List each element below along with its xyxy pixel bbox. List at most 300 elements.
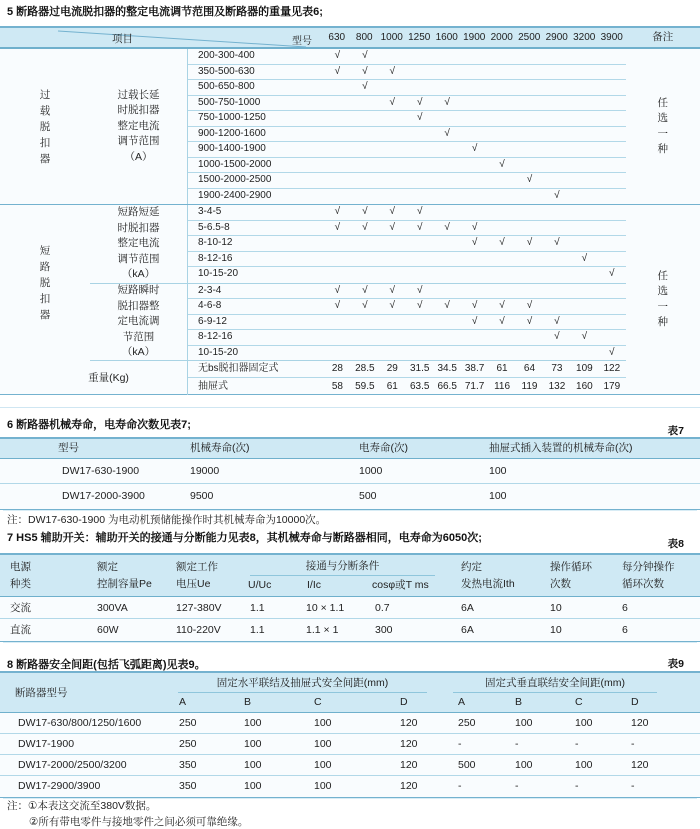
check-cell (571, 189, 598, 205)
check-cell (598, 173, 625, 188)
table-cell: 交流 (10, 602, 31, 614)
check-cell (406, 173, 433, 188)
check-cell (433, 284, 460, 299)
short-circuit-subgroups (90, 205, 626, 360)
check-cell (351, 330, 378, 345)
check-cell: √ (554, 189, 560, 201)
check-cell: √ (526, 315, 533, 327)
header-line: 额定 (97, 560, 118, 573)
table-cell: 300VA (97, 602, 128, 614)
footnote-2: ②所有带电零件与接地零件之间必须可靠绝缘。 (29, 816, 249, 828)
frame-column-header: 2000 (490, 32, 513, 43)
short-delay-subgroup (90, 205, 626, 283)
check-cell (571, 284, 598, 299)
column-header: A (179, 696, 187, 708)
check-cell: √ (444, 96, 450, 108)
weight-value: 64 (523, 363, 536, 374)
check-cell: √ (362, 206, 368, 217)
thermal-current-header (445, 555, 540, 596)
check-cell (488, 189, 515, 205)
check-cell (598, 49, 625, 64)
table-cell: 120 (400, 717, 418, 729)
check-cell: √ (499, 315, 505, 327)
setting-range: 1500-2000-2500 (198, 174, 272, 185)
diagonal-divider (0, 28, 323, 49)
check-cell (324, 189, 351, 205)
check-cell: √ (471, 237, 478, 248)
check-cell: √ (334, 284, 341, 296)
table-cell: 350 (179, 780, 197, 792)
make-break-conditions-header (240, 555, 445, 596)
weight-value: 29 (386, 363, 398, 374)
table-cell: - (631, 738, 635, 750)
sub-label-line: 调节范围 (117, 135, 160, 148)
check-cell (543, 252, 570, 267)
weight-value: 34.5 (437, 363, 457, 374)
overload-remark (626, 49, 700, 204)
header-line: 操作循环 (550, 560, 592, 573)
check-cell: √ (581, 331, 588, 342)
check-cell (488, 252, 515, 267)
check-cell (433, 111, 460, 126)
check-cell: √ (416, 112, 423, 123)
table-cell: 1.1 (250, 624, 265, 636)
model-row (188, 284, 626, 300)
check-cell (598, 330, 625, 345)
table-cell: 6 (622, 602, 628, 614)
model-row (188, 330, 626, 346)
table-cell: 500 (359, 490, 377, 502)
table-row (0, 619, 700, 641)
footnote-1: 注：①本表这交流至380V数据。 (7, 800, 157, 812)
table-cell: - (575, 738, 579, 750)
section-7-title: 7 HS5 辅助开关：辅助开关的接通与分断能力见表8，其机械寿命与断路器相同，电寿命为6050次; (7, 532, 482, 544)
remark-header: 备注 (652, 31, 674, 43)
check-cell (324, 142, 351, 157)
column-header: B (244, 696, 252, 708)
check-cell: √ (416, 206, 423, 217)
table-cell: 250 (179, 717, 197, 729)
check-cell (461, 173, 488, 188)
header-line: 次数 (550, 577, 571, 590)
check-cell (379, 315, 406, 330)
weight-value: 63.5 (410, 380, 430, 392)
table-cell: 100 (244, 759, 262, 771)
table-cell: 250 (458, 717, 476, 729)
model-row (188, 96, 626, 112)
check-cell (461, 330, 488, 345)
table-row (0, 459, 700, 484)
weight-row (188, 378, 626, 396)
weight-rows (187, 360, 626, 395)
remark-char: 任 (657, 269, 668, 282)
check-cell (351, 96, 378, 111)
aux-switch-header (0, 555, 700, 597)
frame-column-header: 2900 (545, 32, 568, 43)
check-cell (571, 173, 598, 188)
check-cell (324, 173, 351, 188)
breaker-model: DW17-1900 (18, 738, 75, 750)
check-cell (406, 127, 433, 142)
safety-clearance-table (0, 671, 700, 798)
check-cell: √ (362, 221, 368, 233)
check-cell: √ (362, 284, 368, 296)
check-cell (379, 236, 406, 251)
short-delay-sub-label (90, 205, 187, 283)
check-cell (461, 267, 488, 283)
check-cell (543, 96, 570, 111)
column-header: A (458, 696, 466, 708)
setting-range: 8-12-16 (198, 252, 233, 264)
check-cell: √ (609, 268, 615, 279)
weight-value: 179 (603, 380, 621, 392)
model-row (188, 65, 626, 81)
sub-label-line: 节范围 (122, 330, 155, 343)
header-line: 控制容量Pe (97, 577, 152, 590)
check-cell: √ (389, 300, 396, 311)
remark-char: 选 (657, 112, 668, 124)
setting-range: 500-750-1000 (198, 96, 261, 108)
overload-rows (187, 49, 626, 204)
column-header: D (400, 696, 408, 708)
table-cell: 60W (97, 624, 119, 636)
operation-cycles-header (540, 555, 610, 596)
remark-char: 一 (657, 127, 668, 140)
check-cell (406, 80, 433, 95)
table6-header-row (0, 28, 700, 49)
model-row (188, 189, 626, 205)
check-cell (488, 330, 515, 345)
condition-sub-headers (240, 576, 445, 594)
check-cell: √ (416, 284, 423, 296)
weight-value: 122 (603, 363, 621, 374)
check-cell (571, 315, 598, 330)
abcd-headers (440, 693, 670, 712)
check-cell (488, 346, 515, 362)
table-cell: 100 (489, 490, 507, 502)
life-table (0, 437, 700, 510)
item-label: 项目 (112, 33, 133, 45)
header-line: 约定 (461, 560, 482, 573)
header-line: 种类 (10, 577, 31, 590)
check-cell (516, 65, 543, 80)
section-5-title: 5 断路器过电流脱扣器的整定电流调节范围及断路器的重量见表6; (7, 6, 323, 18)
check-cell: √ (471, 143, 478, 154)
table-cell: DW17-630-1900 (62, 465, 140, 477)
safety-clearance-header (0, 673, 700, 713)
vertical-label-char: 脱 (39, 276, 51, 289)
short-delay-rows (187, 205, 626, 283)
check-cell (379, 49, 406, 64)
check-cell (461, 252, 488, 267)
model-row (188, 267, 626, 283)
check-cell (461, 158, 488, 173)
check-cell (351, 252, 378, 267)
check-cell: √ (389, 206, 396, 217)
check-cell (406, 49, 433, 64)
check-cell (488, 96, 515, 111)
table7-tag: 表7 (667, 425, 684, 437)
vertical-label-char: 短 (39, 244, 51, 257)
check-cell: √ (389, 221, 396, 233)
section-6-title: 6 断路器机械寿命，电寿命次数见表7; (7, 419, 191, 431)
model-row (188, 158, 626, 174)
table-cell: 100 (515, 759, 533, 771)
remark-char: 种 (657, 316, 668, 328)
setting-range: 1900-2400-2900 (198, 189, 272, 201)
check-cell: √ (416, 300, 423, 311)
table-row (0, 776, 700, 797)
check-cell: √ (526, 300, 533, 311)
check-cell (571, 111, 598, 126)
table-cell: 120 (400, 759, 418, 771)
check-cell (351, 267, 378, 283)
check-cell (351, 158, 378, 173)
table-cell: 100 (314, 780, 332, 792)
check-cell (433, 315, 460, 330)
table-cell: - (458, 738, 462, 750)
check-cell: √ (609, 346, 615, 358)
remark-char: 任 (657, 96, 668, 109)
table-row (0, 755, 700, 776)
setting-range: 1000-1500-2000 (198, 158, 272, 170)
table-cell: - (515, 780, 519, 792)
condition-header: U/Uc (248, 579, 272, 591)
check-cell (543, 346, 570, 362)
check-cell (461, 65, 488, 80)
check-cell (598, 96, 625, 111)
check-cell: √ (362, 50, 368, 61)
model-row (188, 205, 626, 221)
check-cell (351, 142, 378, 157)
sub-label-line: 短路瞬时 (117, 284, 160, 296)
weight-value: 73 (551, 363, 563, 374)
sub-label-line: 时脱扣器 (117, 104, 160, 117)
check-cell (543, 267, 570, 283)
check-cell (406, 330, 433, 345)
column-header: C (575, 696, 583, 708)
table-cell: 19000 (190, 465, 220, 477)
sub-label-line: （kA） (121, 346, 156, 358)
check-cell (351, 315, 378, 330)
sub-label-line: 定电流调 (117, 315, 160, 327)
setting-range: 8-12-16 (198, 331, 233, 342)
check-cell (351, 236, 378, 251)
table-cell: 100 (244, 738, 262, 750)
check-cell (433, 65, 460, 80)
table-cell: - (575, 780, 579, 792)
check-cell (488, 221, 515, 236)
model-row (188, 221, 626, 237)
check-cell (488, 111, 515, 126)
frame-column-header: 630 (328, 32, 346, 43)
check-cell: √ (362, 81, 368, 92)
check-cell (598, 142, 625, 157)
setting-range: 4-6-8 (198, 300, 222, 311)
check-cell (598, 205, 625, 220)
aux-switch-body (0, 597, 700, 641)
check-cell (598, 252, 625, 267)
table-cell: 100 (489, 465, 507, 477)
frame-column-header: 800 (355, 32, 373, 43)
table-cell: 9500 (190, 490, 214, 502)
check-cell (461, 284, 488, 299)
check-cell (324, 127, 351, 142)
model-row (188, 49, 626, 65)
check-cell (488, 65, 515, 80)
check-cell (379, 330, 406, 345)
table-row (0, 484, 700, 509)
instantaneous-sub-label (90, 284, 187, 361)
table-cell: 100 (314, 717, 332, 729)
check-cell (543, 299, 570, 314)
sub-label-line: 调节范围 (117, 252, 160, 265)
short-circuit-remark (626, 205, 700, 360)
weight-value: 109 (576, 363, 593, 374)
check-cell (379, 80, 406, 95)
check-cell (571, 65, 598, 80)
check-cell (598, 111, 625, 126)
check-cell (433, 80, 460, 95)
life-table-header (0, 439, 700, 459)
check-cell (543, 127, 570, 142)
model-row (188, 315, 626, 331)
table-cell: - (458, 780, 462, 792)
frame-column-header: 3900 (600, 32, 623, 43)
model-label: 型号 (292, 36, 312, 47)
table-row (0, 597, 700, 619)
check-cell (433, 189, 460, 205)
check-cell (461, 49, 488, 64)
condition-header: I/Ic (307, 579, 322, 591)
check-cell (598, 299, 625, 314)
check-cell (379, 142, 406, 157)
check-cell (324, 111, 351, 126)
check-cell (598, 80, 625, 95)
vertical-clearance-group (440, 673, 670, 712)
weight-value: 59.5 (355, 380, 375, 392)
table-cell: 127-380V (176, 602, 222, 614)
weight-value: 66.5 (437, 380, 457, 392)
check-cell (351, 173, 378, 188)
table-cell: 100 (575, 759, 593, 771)
frame-column-header: 1600 (435, 32, 458, 43)
frame-column-header: 1000 (380, 32, 403, 43)
overcurrent-settings-table (0, 26, 700, 395)
check-cell (488, 205, 515, 220)
table-cell: 120 (631, 717, 649, 729)
check-cell: √ (362, 300, 368, 311)
frame-column-header: 3200 (573, 32, 596, 43)
check-cell (461, 96, 488, 111)
check-cell: √ (471, 221, 478, 233)
check-cell (598, 236, 625, 251)
check-cell: √ (499, 237, 505, 248)
vertical-label-char: 脱 (39, 120, 51, 133)
check-cell (461, 111, 488, 126)
check-cell (351, 346, 378, 362)
aux-switch-table (0, 553, 700, 642)
cycles-per-minute-header (610, 555, 700, 596)
sub-label-line: 时脱扣器 (117, 221, 160, 234)
setting-range: 8-10-12 (198, 237, 233, 248)
check-cell (516, 96, 543, 111)
check-cell (379, 173, 406, 188)
check-cell (433, 252, 460, 267)
setting-range: 2-3-4 (198, 284, 222, 296)
table-cell: 6A (461, 602, 474, 614)
check-cell (461, 127, 488, 142)
check-cell (488, 80, 515, 95)
group-header-title: 接通与分断条件 (305, 560, 380, 572)
table-row (0, 734, 700, 755)
check-cell (324, 267, 351, 283)
check-cell (571, 49, 598, 64)
column-header: 抽屉式插入装置的机械寿命(次) (489, 442, 633, 454)
weight-value: 38.7 (464, 363, 485, 374)
check-cell (488, 267, 515, 283)
setting-range: 6-9-12 (198, 315, 227, 327)
check-cell (571, 205, 598, 220)
table-cell: 10 (550, 602, 562, 614)
table-cell: 300 (375, 624, 393, 636)
table-cell: 100 (575, 717, 593, 729)
check-cell (461, 189, 488, 205)
table-row (0, 713, 700, 734)
table-cell: 直流 (10, 624, 31, 636)
table-cell: 250 (179, 738, 197, 750)
table-cell: 10 (550, 624, 562, 636)
check-cell (406, 252, 433, 267)
header-line: 电源 (10, 560, 31, 573)
check-cell: √ (362, 65, 368, 77)
table-cell: 120 (400, 780, 418, 792)
check-cell (516, 252, 543, 267)
model-row (188, 142, 626, 158)
table-cell: 100 (244, 717, 262, 729)
check-cell (543, 111, 570, 126)
model-row (188, 299, 626, 315)
check-cell (543, 284, 570, 299)
table-cell: 6A (461, 624, 474, 636)
check-cell (379, 267, 406, 283)
condition-header: cosφ或T ms (372, 579, 429, 591)
check-cell (406, 65, 433, 80)
check-cell: √ (554, 315, 560, 327)
check-cell (351, 111, 378, 126)
check-cell (433, 205, 460, 220)
group-header-title: 固定式垂直联结安全间距(mm) (485, 677, 625, 689)
horizontal-clearance-group (165, 673, 440, 712)
sub-label-line: 过载长延 (117, 88, 160, 101)
check-cell (324, 158, 351, 173)
check-cell: √ (499, 158, 505, 170)
setting-range: 500-650-800 (198, 81, 255, 92)
table-cell: 1.1 × 1 (306, 624, 339, 636)
check-cell (516, 142, 543, 157)
check-cell (598, 284, 625, 299)
check-cell (598, 315, 625, 330)
header-line: 发热电流Ith (461, 577, 515, 590)
check-cell (571, 80, 598, 95)
check-cell (516, 330, 543, 345)
table9-tag: 表9 (667, 658, 684, 670)
table-cell: 100 (314, 759, 332, 771)
check-cell: √ (471, 315, 478, 327)
check-cell: √ (526, 174, 533, 185)
model-row (188, 80, 626, 96)
check-cell (324, 315, 351, 330)
